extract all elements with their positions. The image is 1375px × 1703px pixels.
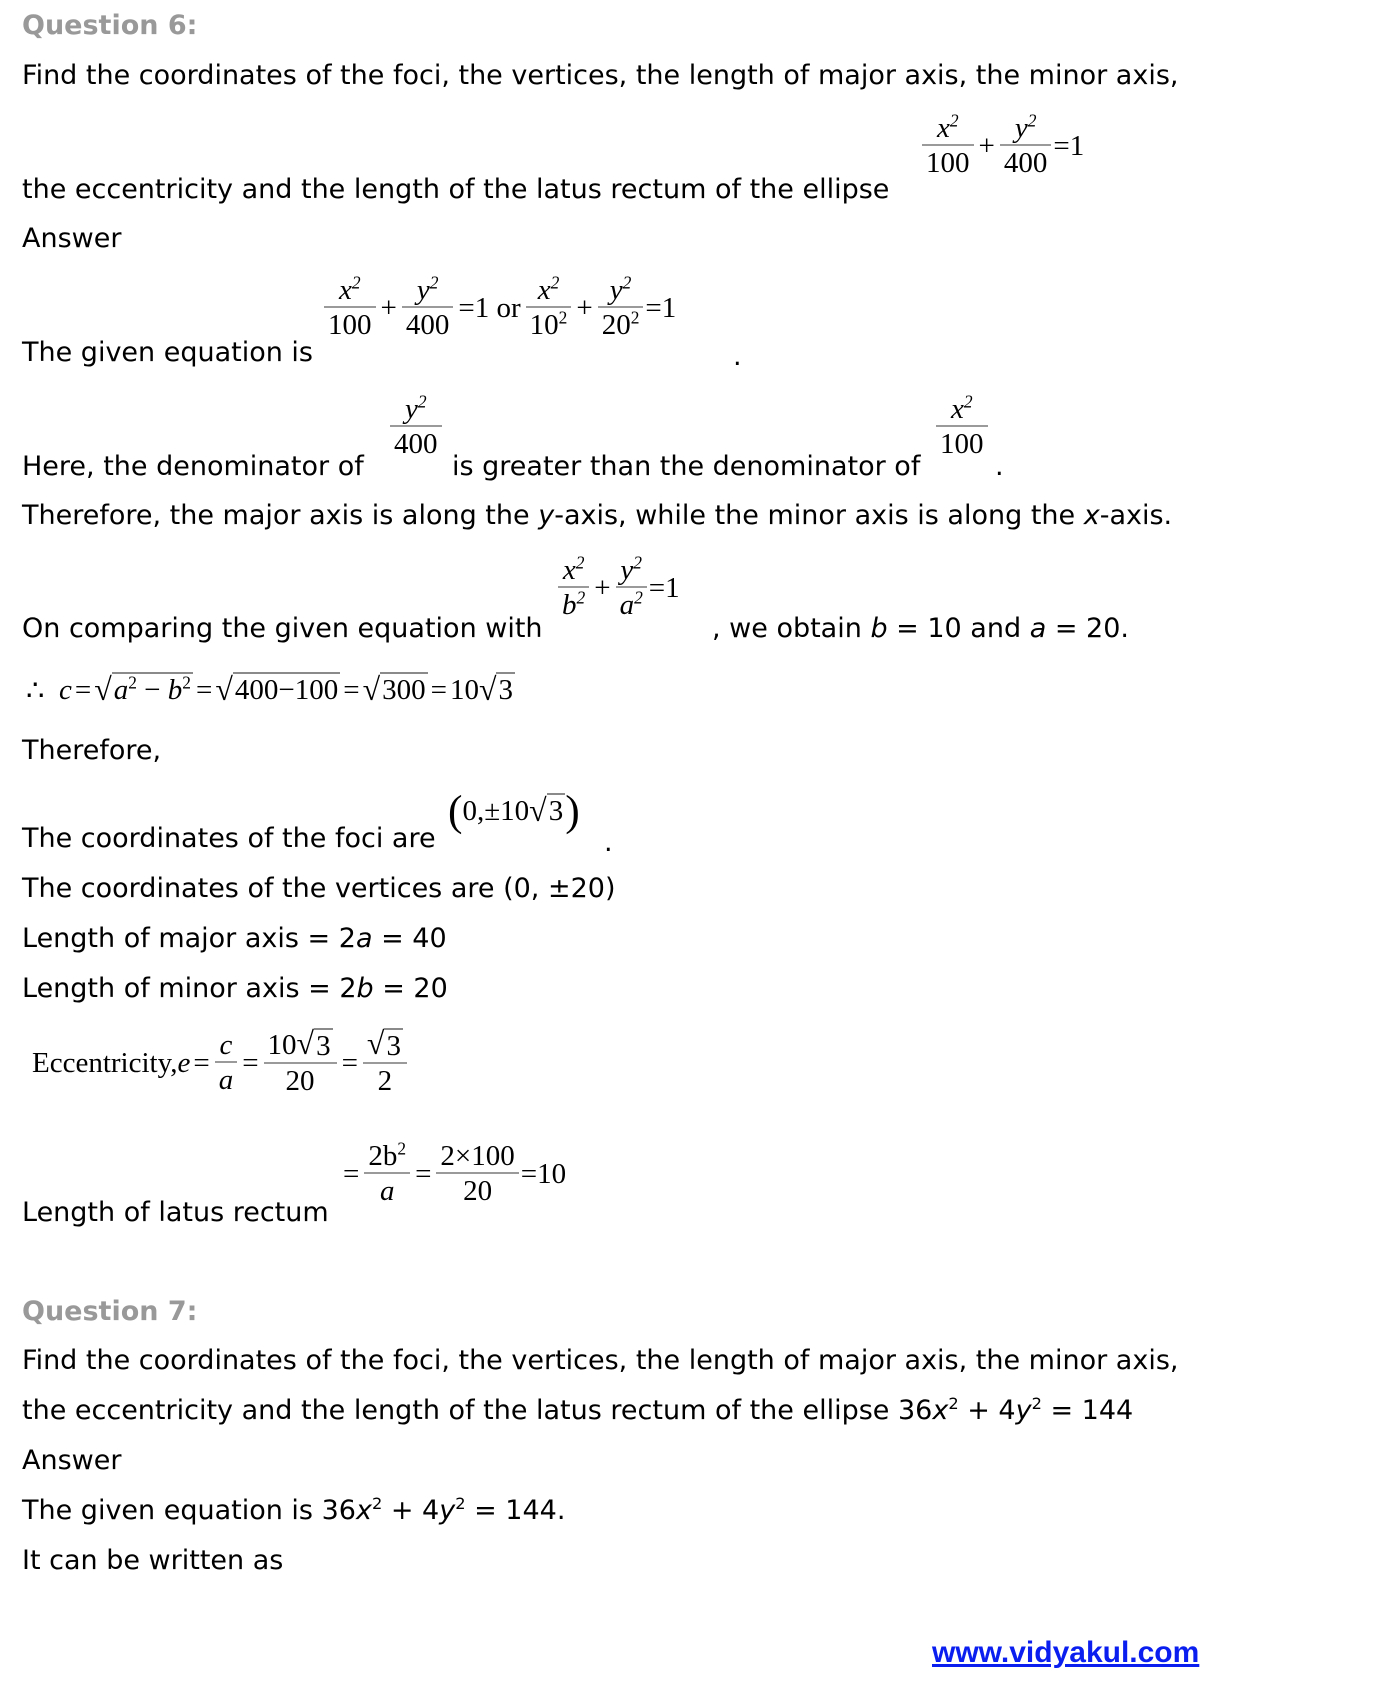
q6-given-equation: $\frac{x^2}{100}$ + $\frac{y^2}{400}$ =1 or $\frac{x^2}{10^2}$ + $\frac{y^2}{20^2}$ =1 bbox=[322, 274, 676, 342]
q6-answer-label: Answer bbox=[22, 223, 122, 254]
q6-compare-text: On comparing the given equation with bbox=[22, 613, 543, 644]
q6-prompt-equation: $\frac{x^2}{100}$ + $\frac{y^2}{400}$ =1 bbox=[920, 112, 1084, 180]
q6-foci-text: The coordinates of the foci are bbox=[22, 823, 436, 854]
q6-c-equation: ∴ c = √ $a^2 - b^2$ = √ 400−100 = √ 300 = 10 √ 3 bbox=[26, 672, 513, 707]
q6-compare-result: , we obtain b = 10 and a = 20. bbox=[712, 613, 1129, 644]
vidyakul-link[interactable]: www.vidyakul.com bbox=[932, 1636, 1200, 1669]
q6-minor-axis: Length of minor axis = 2b = 20 bbox=[22, 973, 448, 1004]
q6-foci-value: ( 0,±10 √ 3 ) bbox=[448, 787, 580, 835]
q6-eccentricity: Eccentricity, e = $\frac{c}{a}$ = 10 √ 3 20 = √ 3 2 bbox=[32, 1028, 409, 1098]
q6-therefore-axes: Therefore, the major axis is along the y-axis, while the minor axis is along the x-axis. bbox=[22, 500, 1173, 531]
q6-prompt-line2: the eccentricity and the length of the latus rectum of the ellipse bbox=[22, 174, 890, 205]
q6-major-axis: Length of major axis = 2a = 40 bbox=[22, 923, 447, 954]
q6-here-fraction-y: $\frac{y^2}{400}$ bbox=[388, 393, 444, 461]
q6-therefore-label: Therefore, bbox=[22, 735, 162, 766]
q6-latus-label: Length of latus rectum bbox=[22, 1197, 329, 1228]
q7-answer-label: Answer bbox=[22, 1445, 122, 1476]
q7-given: The given equation is $36x^2 + 4y^2 = 144$. bbox=[22, 1494, 566, 1526]
q6-given-text: The given equation is bbox=[22, 337, 314, 368]
question-7-heading: Question 7: bbox=[22, 1296, 198, 1327]
q6-given-period: . bbox=[733, 341, 742, 372]
q7-prompt-line2: the eccentricity and the length of the latus rectum of the ellipse $36x^2 + 4y^2 = 144$ bbox=[22, 1394, 1134, 1426]
q6-here-period: . bbox=[995, 451, 1004, 482]
q6-compare-equation: $\frac{x^2}{b^2}$ + $\frac{y^2}{a^2}$ =1 bbox=[556, 554, 680, 622]
q7-written-as: It can be written as bbox=[22, 1545, 284, 1576]
q6-foci-period: . bbox=[604, 827, 613, 858]
q6-prompt-line1: Find the coordinates of the foci, the vertices, the length of major axis, the minor axis, bbox=[22, 60, 1179, 91]
q6-vertices: The coordinates of the vertices are (0, ±20) bbox=[22, 873, 616, 904]
q6-latus-equation: = $\frac{2b^2}{a}$ = $\frac{2\times 100}{20}$ =10 bbox=[343, 1138, 567, 1207]
question-6-heading: Question 6: bbox=[22, 10, 198, 41]
q6-here-text1: Here, the denominator of bbox=[22, 451, 364, 482]
q6-here-text2: is greater than the denominator of bbox=[452, 451, 921, 482]
q6-here-fraction-x: $\frac{x^2}{100}$ bbox=[934, 393, 990, 461]
q7-prompt-line1: Find the coordinates of the foci, the vertices, the length of major axis, the minor axis, bbox=[22, 1345, 1179, 1376]
